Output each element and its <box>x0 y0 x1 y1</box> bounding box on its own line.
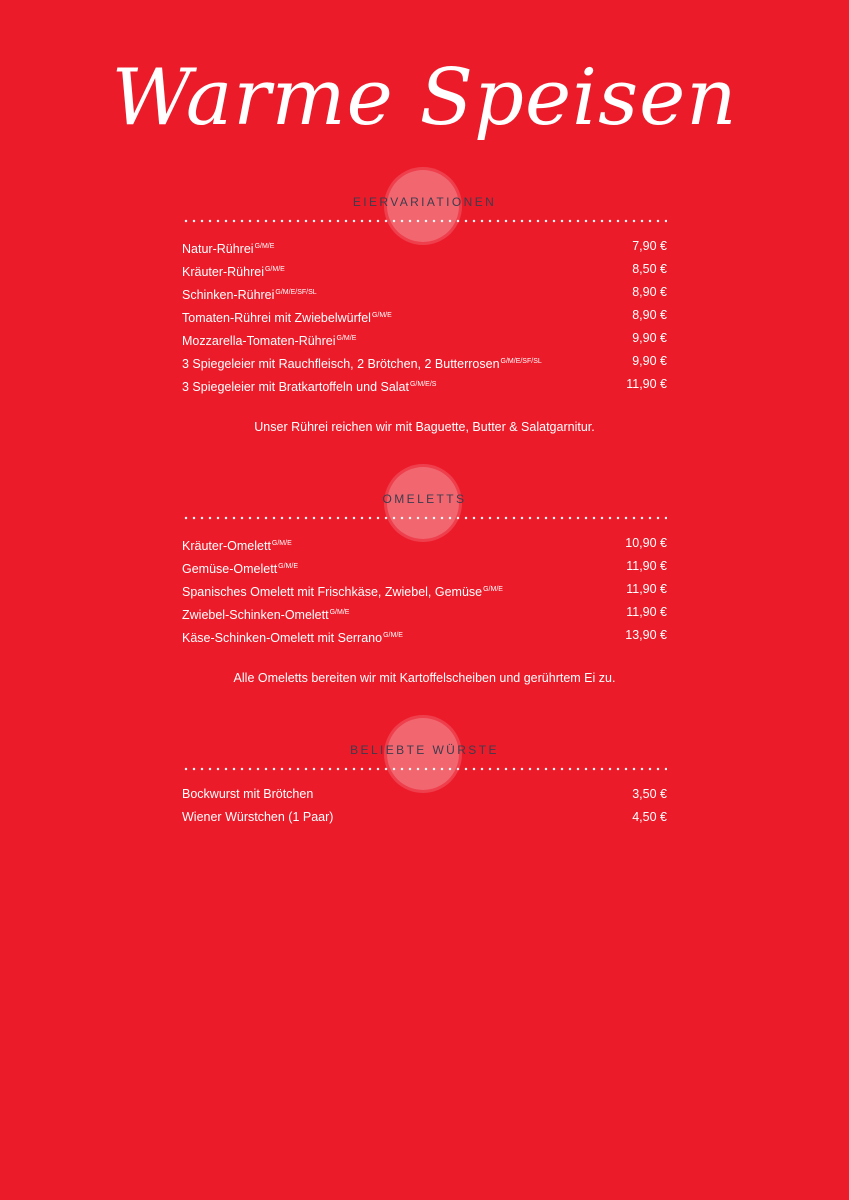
menu-item-name: 3 Spiegeleier mit Bratkartoffeln und Salat <box>182 380 409 394</box>
menu-item-name: Kräuter-Rührei <box>182 265 264 279</box>
menu-item-name: Tomaten-Rührei mit Zwiebelwürfel <box>182 311 371 325</box>
allergen-codes: G/M/E <box>254 243 275 250</box>
menu-item <box>182 327 667 350</box>
menu-item-name: Wiener Würstchen (1 Paar) <box>182 810 334 824</box>
menu-item-price: 11,90 € <box>626 377 667 391</box>
menu-item <box>182 350 667 373</box>
section-header <box>182 176 667 216</box>
menu-item <box>182 281 667 304</box>
section-heading: OMELETTS <box>382 492 467 506</box>
menu-item-price: 8,90 € <box>632 285 667 299</box>
dotted-divider <box>182 767 667 771</box>
menu-item <box>182 304 667 327</box>
menu-item-name: Bockwurst mit Brötchen <box>182 787 314 801</box>
menu-item-name-wrap <box>182 373 436 399</box>
allergen-codes: G/M/E <box>264 266 285 273</box>
menu-item <box>182 373 667 396</box>
menu-item <box>182 555 667 578</box>
menu-item <box>182 258 667 281</box>
menu-item-price: 8,50 € <box>632 262 667 276</box>
allergen-codes: G/M/E <box>271 540 292 547</box>
menu-item <box>182 532 667 555</box>
menu-item-name-wrap <box>182 624 403 650</box>
dotted-divider <box>182 516 667 520</box>
menu-item-price: 7,90 € <box>632 239 667 253</box>
menu-item-list <box>182 532 667 647</box>
menu-item-name: Zwiebel-Schinken-Omelett <box>182 608 329 622</box>
section-header <box>182 473 667 513</box>
allergen-codes: G/M/E/SF/SL <box>500 358 542 365</box>
menu-item <box>182 806 667 829</box>
menu-item-price: 11,90 € <box>626 605 667 619</box>
section-beliebte-wuerste <box>182 724 667 829</box>
allergen-codes: G/M/E <box>329 609 350 616</box>
allergen-codes: G/M/E <box>371 312 392 319</box>
allergen-codes: G/M/E/SF/SL <box>275 289 317 296</box>
menu-item-price: 13,90 € <box>625 628 667 642</box>
menu-item-name-wrap <box>182 783 313 806</box>
menu-item-price: 10,90 € <box>625 536 667 550</box>
menu-item-name: Schinken-Rührei <box>182 288 275 302</box>
allergen-codes: G/M/E <box>278 563 299 570</box>
menu-item-price: 4,50 € <box>632 810 667 824</box>
section-note: Alle Omeletts bereiten wir mit Kartoffelscheiben und gerührtem Ei zu. <box>233 671 616 685</box>
menu-item-name: Spanisches Omelett mit Frischkäse, Zwiebel, Gemüse <box>182 585 483 599</box>
menu-item <box>182 235 667 258</box>
section-header <box>182 724 667 764</box>
section-heading: EIERVARIATIONEN <box>352 195 497 209</box>
menu-item-name: Natur-Rührei <box>182 242 254 256</box>
menu-item-price: 9,90 € <box>632 331 667 345</box>
menu-item-name: Kräuter-Omelett <box>182 539 271 553</box>
menu-item <box>182 783 667 806</box>
menu-item-name: Gemüse-Omelett <box>182 562 278 576</box>
dotted-divider <box>182 219 667 223</box>
allergen-codes: G/M/E <box>483 586 503 593</box>
allergen-codes: G/M/E <box>336 335 357 342</box>
menu-item-name: 3 Spiegeleier mit Rauchfleisch, 2 Brötchen, 2 Butterrosen <box>182 357 500 371</box>
section-note: Unser Rührei reichen wir mit Baguette, Butter & Salatgarnitur. <box>254 420 595 434</box>
menu-item-price: 11,90 € <box>626 559 667 573</box>
allergen-codes: G/M/E/S <box>409 381 437 388</box>
menu-item <box>182 601 667 624</box>
menu-item-list <box>182 783 667 829</box>
menu-item-price: 11,90 € <box>626 582 667 596</box>
menu-item-name-wrap <box>182 806 333 829</box>
menu-item-name: Käse-Schinken-Omelett mit Serrano <box>182 631 383 645</box>
menu-item-price: 3,50 € <box>632 787 667 801</box>
menu-item <box>182 624 667 647</box>
section-heading: BELIEBTE WÜRSTE <box>350 743 499 757</box>
menu-item-name: Mozzarella-Tomaten-Rührei <box>182 334 336 348</box>
menu-item-price: 9,90 € <box>632 354 667 368</box>
menu-item-price: 8,90 € <box>632 308 667 322</box>
menu-item-list <box>182 235 667 396</box>
page-title: Warme Speisen <box>111 53 738 143</box>
section-omeletts <box>182 473 667 647</box>
section-eiervariationen <box>182 176 667 396</box>
allergen-codes: G/M/E <box>383 632 403 639</box>
menu-item <box>182 578 667 601</box>
